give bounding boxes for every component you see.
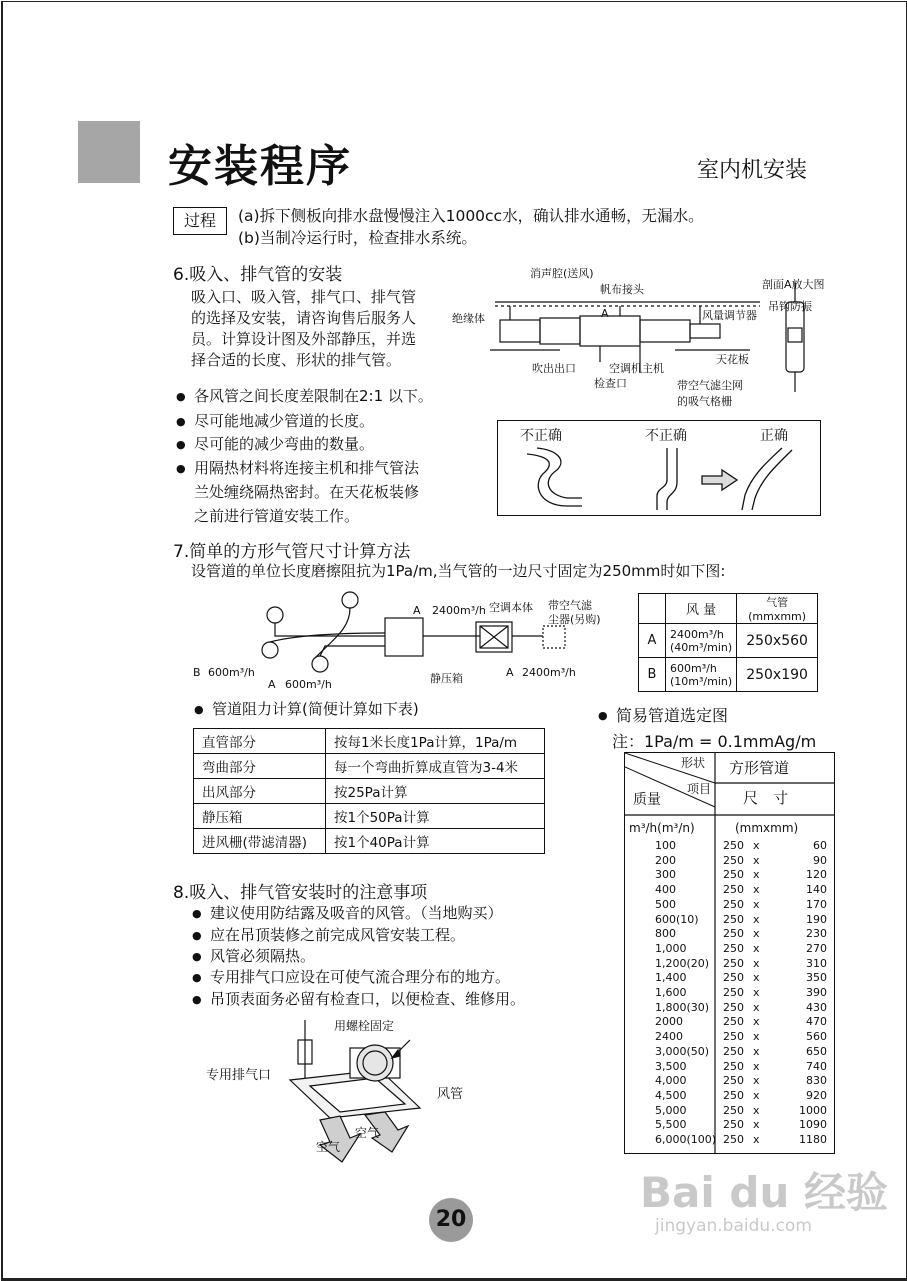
resistance-item: 直管部分 — [194, 729, 326, 754]
section8-bullet-5: ● 吊顶表面务必留有检查口，以便检查、维修用。 — [210, 989, 525, 1010]
label-filter-grille-1: 带空气滤尘网 — [677, 379, 743, 392]
calc-label-plenum: 静压箱 — [430, 672, 463, 685]
exhaust-label-outlet: 专用排气口 — [206, 1068, 272, 1083]
selection-flow: 4,500 — [655, 1088, 687, 1102]
pipe-shape-correct: 正确 — [760, 428, 788, 444]
exhaust-label-bolt: 用螺栓固定 — [334, 1019, 395, 1033]
selection-height: 830 — [806, 1074, 827, 1088]
resistance-row — [194, 754, 545, 779]
section6-para-2: 的选择及安装，请咨询售后服务人 — [191, 309, 417, 327]
section7-intro: 设管道的单位长度磨擦阻抗为1Pa/m,当气管的一边尺寸固定为250mm时如下图: — [191, 562, 726, 580]
label-muffler: 消声腔(送风) — [530, 267, 594, 280]
selection-times: x — [753, 1133, 760, 1146]
section8-bullet-1: ● 建议使用防结露及吸音的风管。（当地购买） — [210, 903, 503, 924]
resistance-item: 出风部分 — [194, 779, 326, 804]
selection-flow: 100 — [655, 839, 676, 852]
selection-width: 250 — [723, 971, 744, 985]
resistance-table — [193, 728, 545, 854]
resistance-item: 弯曲部分 — [194, 754, 326, 779]
label-insulation: 绝缘体 — [452, 312, 485, 325]
selection-height: 230 — [806, 927, 827, 941]
exhaust-label-duct: 风管 — [437, 1087, 464, 1102]
label-canvas-joint: 帆布接头 — [600, 283, 644, 296]
label-section-a: 剖面A放大图 — [762, 278, 825, 291]
selection-width: 250 — [723, 839, 744, 852]
selection-times: x — [753, 912, 760, 926]
selection-times: x — [753, 1103, 760, 1117]
calc-marker-a-bottom: A — [268, 678, 276, 691]
resistance-value: 按1个40Pa计算 — [326, 829, 545, 854]
selection-flow: 800 — [655, 927, 676, 941]
selection-width: 250 — [723, 986, 744, 999]
page-subtitle: 室内机安装 — [697, 158, 808, 183]
selection-note: 注：1Pa/m = 0.1mmAg/m — [612, 732, 817, 751]
selection-flow: 4,000 — [655, 1074, 687, 1088]
section6-bullet-4-line3: 之前进行管道安装工作。 — [194, 507, 360, 525]
selection-times: x — [753, 941, 760, 955]
selection-width: 250 — [723, 1133, 744, 1146]
calc-label-ac-body: 空调本体 — [489, 601, 533, 614]
calc-label-a-right: 2400m³/h — [522, 666, 576, 679]
selection-width: 250 — [723, 1103, 744, 1117]
selection-width: 250 — [723, 912, 744, 926]
selection-width: 250 — [723, 1044, 744, 1058]
selection-height: 310 — [806, 956, 827, 970]
selection-corner-flow: 质量 — [633, 792, 661, 808]
selection-times: x — [753, 1118, 760, 1132]
section8-bullet-3: ● 风管必须隔热。 — [210, 946, 315, 967]
label-filter-grille-2: 的吸气格栅 — [677, 395, 732, 408]
air-volume-table — [638, 593, 818, 692]
selection-height: 430 — [806, 1000, 827, 1014]
resistance-value: 每一个弯曲折算成直管为3-4米 — [326, 754, 545, 779]
section6-para-4: 择合适的长度、形状的排气管。 — [191, 351, 402, 369]
page-title: 安装程序 — [168, 141, 352, 192]
calc-label-filter-2: 尘器(另购) — [548, 613, 601, 626]
resistance-item: 进风栅(带滤清器) — [194, 829, 326, 854]
selection-flow: 200 — [655, 853, 676, 867]
section6-bullet-4: ● 用隔热材料将连接主机和排气管法 — [194, 458, 419, 479]
air-row-b-flow-1: 600m³/h — [670, 661, 717, 675]
label-ceiling: 天花板 — [716, 353, 749, 366]
calc-marker-b: B — [193, 666, 201, 679]
air-row-a-flow-1: 2400m³/h — [670, 627, 724, 641]
selection-times: x — [753, 1074, 760, 1088]
selection-height: 650 — [806, 1044, 827, 1058]
calc-label-filter-1: 带空气滤 — [548, 599, 592, 612]
selection-times: x — [753, 971, 760, 985]
selection-times: x — [753, 986, 760, 999]
selection-width: 250 — [723, 927, 744, 941]
label-outlet: 吹出出口 — [532, 362, 576, 375]
exhaust-label-air-2: 空气 — [355, 1126, 380, 1140]
selection-width: 250 — [723, 868, 744, 882]
selection-width: 250 — [723, 1074, 744, 1088]
selection-flow: 2400 — [655, 1030, 683, 1044]
selection-times: x — [753, 1000, 760, 1014]
process-label: 过程 — [173, 207, 227, 235]
calc-label-a-bottom: 600m³/h — [285, 678, 332, 691]
calc-label-a-top: 2400m³/h — [432, 604, 486, 617]
selection-flow: 1,000 — [655, 941, 687, 955]
selection-times: x — [753, 1030, 760, 1044]
label-hook: 吊钩防振 — [768, 300, 812, 313]
section6-heading: 6.吸入、排气管的安装 — [173, 265, 343, 285]
selection-times: x — [753, 956, 760, 970]
selection-width: 250 — [723, 897, 744, 911]
selection-height: 740 — [806, 1059, 827, 1073]
selection-flow: 1,800(30) — [655, 1000, 710, 1014]
label-damper: 风量调节器 — [702, 309, 757, 322]
selection-times: x — [753, 883, 760, 897]
selection-times: x — [753, 927, 760, 941]
section6-bullet-1: ● 各风管之间长度差限制在2:1 以下。 — [194, 386, 433, 407]
pipe-shape-incorrect-1: 不正确 — [520, 428, 562, 444]
section6-bullet-2: ● 尽可能地减少管道的长度。 — [194, 411, 374, 432]
resistance-row — [194, 729, 545, 754]
process-line-a: (a)拆下侧板向排水盘慢慢注入1000cc水，确认排水通畅，无漏水。 — [238, 207, 704, 225]
selection-flow: 5,500 — [655, 1118, 687, 1132]
selection-heading: ● 简易管道选定图 — [616, 705, 728, 726]
selection-flow: 1,400 — [655, 971, 687, 985]
duct-installation-diagram — [450, 262, 900, 412]
selection-flow: 500 — [655, 897, 676, 911]
selection-width: 250 — [723, 1030, 744, 1044]
selection-height: 470 — [806, 1015, 827, 1029]
selection-times: x — [753, 1044, 760, 1058]
selection-height: 920 — [806, 1088, 827, 1102]
resistance-value: 按1个50Pa计算 — [326, 804, 545, 829]
selection-height: 390 — [806, 986, 827, 999]
selection-height: 140 — [806, 883, 827, 897]
selection-width: 250 — [723, 1118, 744, 1132]
air-row-a-marker: A — [639, 624, 666, 658]
selection-times: x — [753, 1088, 760, 1102]
section8-bullet-2: ● 应在吊顶装修之前完成风管安装工程。 — [210, 925, 465, 946]
selection-height: 120 — [806, 868, 827, 882]
air-row-a-size: 250x560 — [737, 624, 818, 658]
resistance-value: 按每1米长度1Pa计算，1Pa/m — [326, 729, 545, 754]
page-number: 20 — [429, 1198, 473, 1242]
resistance-heading: ● 管道阻力计算(简便计算如下表) — [212, 699, 419, 720]
selection-times: x — [753, 868, 760, 882]
selection-flow: 5,000 — [655, 1103, 687, 1117]
resistance-row — [194, 829, 545, 854]
label-main-unit: 空调机主机 — [609, 362, 664, 375]
calc-marker-a-top: A — [413, 604, 421, 617]
selection-times: x — [753, 897, 760, 911]
selection-height: 350 — [806, 971, 827, 985]
selection-col-shape: 方形管道 — [729, 759, 790, 777]
baidu-watermark-url: jingyan.baidu.com — [655, 1216, 812, 1236]
selection-width: 250 — [723, 883, 744, 897]
selection-flow: 400 — [655, 883, 676, 897]
calc-marker-a-right: A — [506, 666, 514, 679]
resistance-item: 静压箱 — [194, 804, 326, 829]
selection-table — [624, 752, 835, 1154]
air-header-size: 气管(mmxmm) — [737, 594, 818, 624]
selection-width: 250 — [723, 941, 744, 955]
selection-unit-size: (mmxmm) — [735, 821, 799, 835]
selection-height: 270 — [806, 941, 827, 955]
selection-width: 250 — [723, 1015, 744, 1029]
selection-flow: 300 — [655, 868, 676, 882]
label-marker-a: A — [601, 307, 609, 320]
selection-flow: 6,000(100) — [655, 1133, 717, 1146]
selection-height: 1090 — [799, 1118, 827, 1132]
selection-height: 1000 — [799, 1103, 827, 1117]
selection-flow: 1,600 — [655, 986, 687, 999]
selection-height: 90 — [813, 853, 827, 867]
selection-height: 60 — [813, 839, 827, 852]
selection-height: 170 — [806, 897, 827, 911]
calc-label-b-left: 600m³/h — [208, 666, 255, 679]
selection-width: 250 — [723, 1000, 744, 1014]
section6-para-1: 吸入口、吸入管，排气口、排气管 — [191, 288, 417, 306]
baidu-watermark-logo: Bai du 经验 — [640, 1168, 888, 1217]
selection-col-size: 尺 寸 — [743, 789, 789, 807]
air-row-a-flow-2: (40m³/min) — [670, 640, 733, 654]
air-header-flow: 风 量 — [666, 594, 737, 624]
selection-height: 190 — [806, 912, 827, 926]
resistance-row — [194, 779, 545, 804]
selection-width: 250 — [723, 956, 744, 970]
selection-flow: 3,500 — [655, 1059, 687, 1073]
selection-corner-item: 项目 — [687, 782, 712, 796]
process-line-b: (b)当制冷运行时，检查排水系统。 — [238, 229, 477, 247]
selection-flow: 600(10) — [655, 912, 699, 926]
section7-heading: 7.简单的方形气管尺寸计算方法 — [173, 542, 411, 562]
selection-times: x — [753, 1015, 760, 1029]
air-row-b-marker: B — [639, 658, 666, 692]
section6-bullet-4-line2: 兰处缠绕隔热密封。在天花板装修 — [194, 483, 420, 501]
air-row-b-flow-2: (10m³/min) — [670, 674, 733, 688]
selection-width: 250 — [723, 853, 744, 867]
label-inspection: 检查口 — [594, 377, 627, 390]
section8-bullet-4: ● 专用排气口应设在可使气流合理分布的地方。 — [210, 967, 510, 988]
section6-bullet-3: ● 尽可能的减少弯曲的数量。 — [194, 434, 374, 455]
selection-times: x — [753, 1059, 760, 1073]
selection-height: 1180 — [799, 1133, 827, 1146]
header-gray-block — [78, 121, 140, 183]
section6-para-3: 员。计算设计图及外部静压，并选 — [191, 330, 417, 348]
pipe-shapes-drawing — [497, 440, 819, 514]
pipe-shape-incorrect-2: 不正确 — [645, 428, 687, 444]
selection-flow: 1,200(20) — [655, 956, 710, 970]
resistance-row — [194, 804, 545, 829]
resistance-value: 按25Pa计算 — [326, 779, 545, 804]
selection-flow: 3,000(50) — [655, 1044, 710, 1058]
section8-heading: 8.吸入、排气管安装时的注意事项 — [173, 883, 428, 903]
selection-width: 250 — [723, 1059, 744, 1073]
selection-times: x — [753, 853, 760, 867]
selection-unit-flow: m³/h(m³/n) — [629, 821, 695, 835]
selection-times: x — [753, 839, 760, 852]
selection-width: 250 — [723, 1088, 744, 1102]
exhaust-label-air-1: 空气 — [316, 1140, 341, 1154]
selection-corner-shape: 形状 — [681, 756, 706, 770]
selection-height: 560 — [806, 1030, 827, 1044]
selection-flow: 2000 — [655, 1015, 683, 1029]
air-row-b-size: 250x190 — [737, 658, 818, 692]
